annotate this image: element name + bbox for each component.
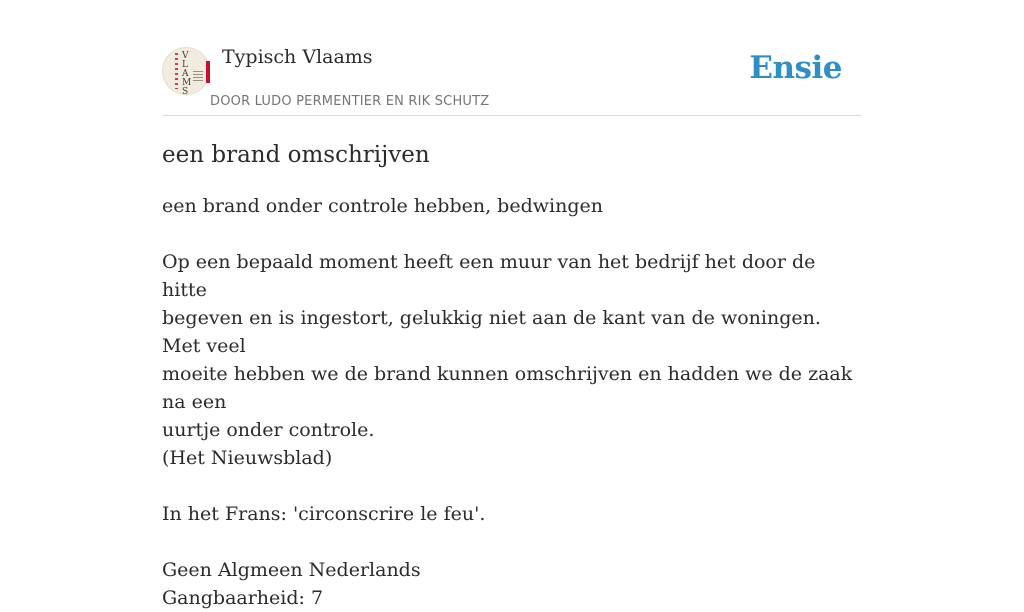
paragraph-gap [162,528,862,556]
paragraph-gap [162,472,862,500]
french-note: In het Frans: 'circonscrire le feu'. [162,503,486,525]
logo-letter: V [182,51,189,61]
entry-content [162,138,862,612]
entry-term: een brand omschrijven [162,142,430,168]
example-line: Op een bepaald moment heeft een muur van het bedrijf het door de hitte [162,251,816,301]
ensie-brand-logo[interactable]: Ensie [749,50,842,86]
blog-title[interactable]: Typisch Vlaams [222,46,373,68]
logo-lines-decoration [193,71,203,83]
logo-letter: M [182,78,192,88]
logo-letter: A [182,69,189,79]
logo-dots-decoration [175,53,178,89]
logo-letter: L [182,60,188,70]
entry-body [162,192,862,612]
example-line: uurtje onder controle. [162,419,375,441]
blog-authors: DOOR LUDO PERMENTIER EN RIK SCHUTZ [210,94,490,109]
logo-stripe [206,61,210,83]
category-label: Gangbaarheid: 7 [162,587,324,609]
entry-definition: een brand onder controle hebben, bedwingen [162,195,603,217]
example-line: begeven en is ingestort, gelukkig niet aan de kant van de woningen. Met veel [162,307,821,357]
example-line: moeite hebben we de brand kunnen omschrijven en hadden we de zaak na een [162,363,853,413]
blog-logo[interactable] [162,47,210,95]
language-status: Geen Algmeen Nederlands [162,559,421,581]
logo-letter: S [182,87,189,97]
blog-header [162,44,862,116]
paragraph-gap [162,220,862,248]
example-source: (Het Nieuwsblad) [162,447,333,469]
